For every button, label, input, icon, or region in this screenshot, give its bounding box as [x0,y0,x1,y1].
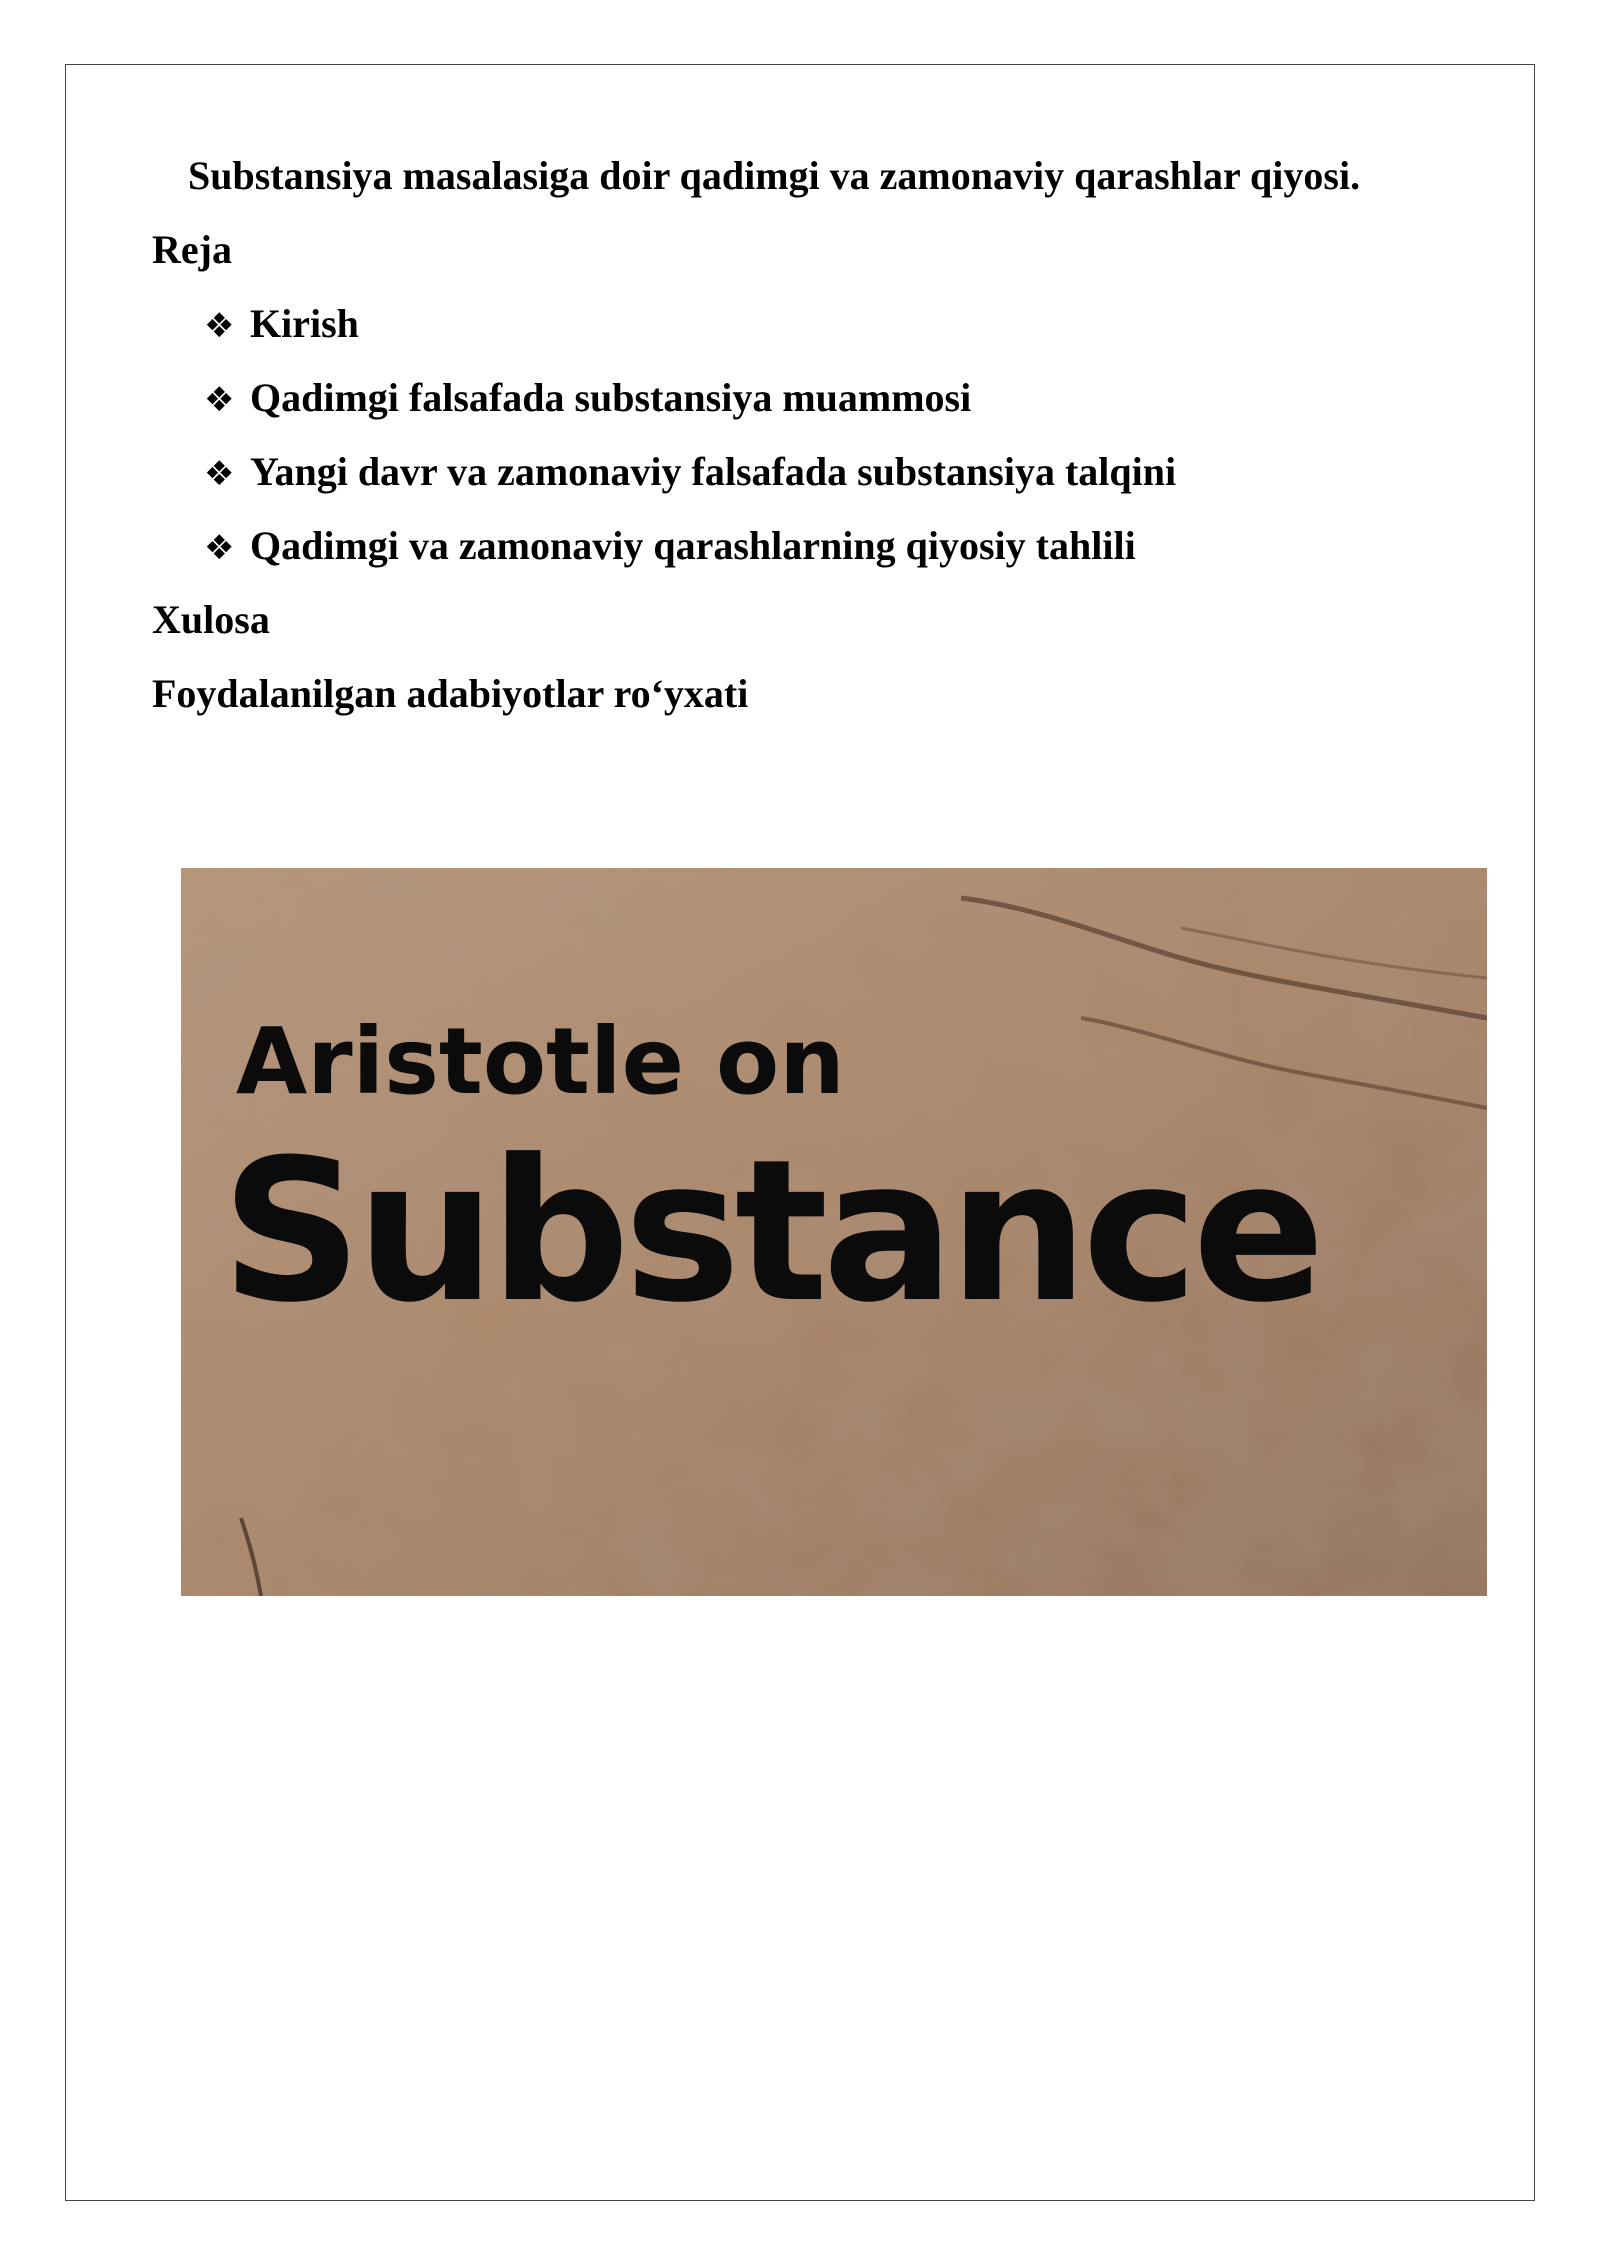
document-title: Substansiya masalasiga doir qadimgi va zamonaviy qarashlar qiyosi. [188,153,1361,198]
plan-item-label: Qadimgi va zamonaviy qarashlarning qiyosiy tahlili [250,523,1136,568]
plan-item-modern [204,448,1176,495]
plan-item-label: Yangi davr va zamonaviy falsafada substansiya talqini [250,449,1177,494]
diamond-bullet-icon: ❖ [204,454,235,494]
diamond-bullet-icon: ❖ [204,306,235,346]
plan-heading: Reja [152,227,232,272]
figure-caption-line2: Substance [221,1118,1320,1346]
aristotle-substance-image [181,868,1487,1596]
diamond-bullet-icon: ❖ [204,528,235,568]
conclusion-heading: Xulosa [152,597,270,642]
plan-item-comparison [204,522,1136,569]
references-heading: Foydalanilgan adabiyotlar ro‘yxati [152,671,749,716]
plan-item-label: Kirish [250,301,359,346]
plan-item-label: Qadimgi falsafada substansiya muammosi [250,375,972,420]
diamond-bullet-icon: ❖ [204,380,235,420]
figure-caption-line1: Aristotle on [236,1008,845,1115]
plan-item-intro [204,300,359,347]
plan-item-ancient [204,374,971,421]
